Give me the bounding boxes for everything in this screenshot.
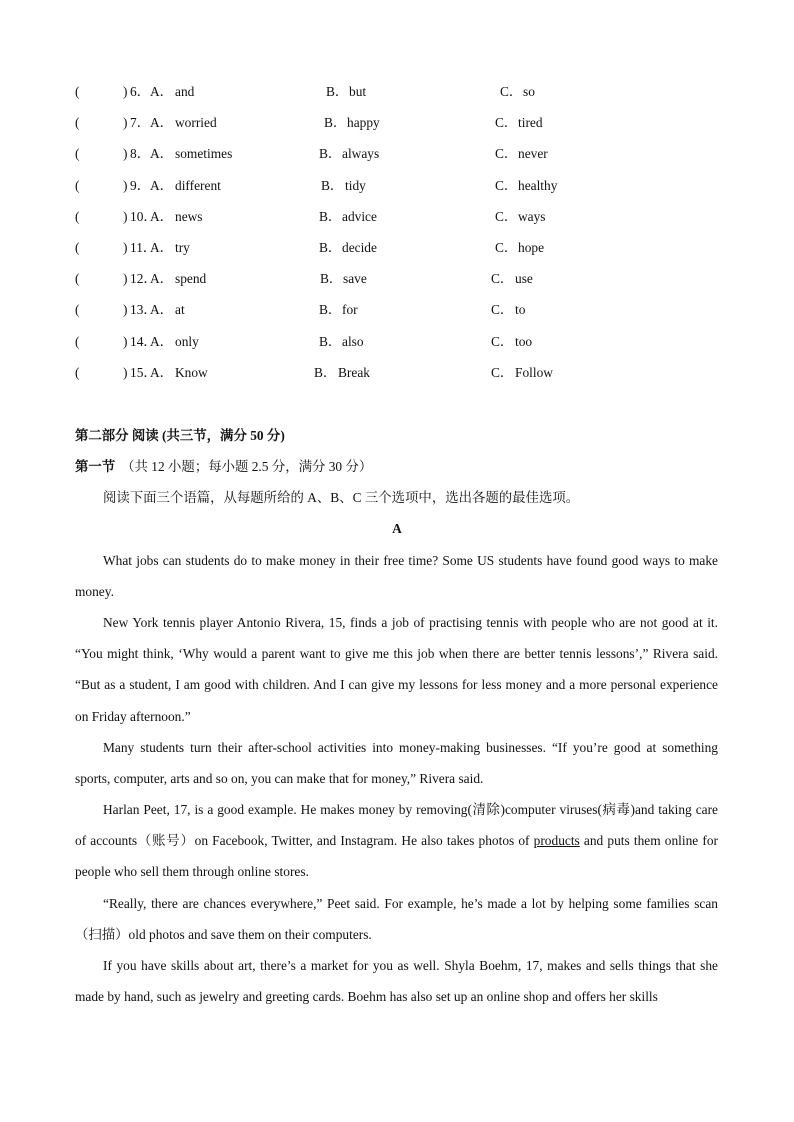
option-a-text: sometimes bbox=[175, 146, 233, 162]
option-a-text: try bbox=[175, 240, 190, 255]
paragraph-4 bbox=[75, 794, 718, 888]
option-c-letter: C． bbox=[491, 364, 514, 380]
option-b-letter: B． bbox=[326, 84, 349, 99]
option-b-letter: B． bbox=[321, 177, 344, 193]
option-b-letter: B． bbox=[320, 271, 343, 287]
answer-blank-open: ( bbox=[75, 115, 80, 131]
option-c-letter: C． bbox=[495, 240, 518, 255]
question-number: 6． bbox=[130, 84, 151, 99]
option-c-letter: C． bbox=[495, 115, 518, 131]
option-b-text: but bbox=[349, 84, 367, 99]
option-c-text: tired bbox=[518, 115, 543, 131]
option-a-letter: A． bbox=[150, 364, 174, 380]
question-row bbox=[0, 83, 794, 101]
option-a-letter: A． bbox=[150, 84, 174, 99]
option-a-text: only bbox=[175, 333, 199, 349]
answer-blank-close: ) bbox=[123, 271, 128, 287]
answer-blank-close: ) bbox=[123, 146, 128, 162]
answer-blank-open: ( bbox=[75, 208, 80, 224]
option-b-text: always bbox=[342, 146, 380, 162]
option-c-text: never bbox=[518, 146, 548, 162]
answer-blank-close: ) bbox=[123, 364, 128, 380]
answer-blank-close: ) bbox=[123, 84, 128, 99]
question-row bbox=[0, 333, 794, 351]
option-a-letter: A． bbox=[150, 146, 174, 162]
option-c-text: use bbox=[515, 271, 533, 287]
option-c-text: to bbox=[515, 302, 526, 318]
option-b-letter: B． bbox=[319, 302, 342, 318]
option-c-text: ways bbox=[518, 208, 546, 224]
option-b-text: also bbox=[342, 333, 364, 349]
option-c-text: healthy bbox=[518, 177, 558, 193]
answer-blank-close: ) bbox=[123, 333, 128, 349]
option-c-text: so bbox=[523, 84, 535, 99]
question-number: 10． bbox=[130, 208, 157, 224]
option-a-letter: A． bbox=[150, 240, 174, 255]
option-b-text: happy bbox=[347, 115, 380, 131]
question-row bbox=[0, 364, 794, 382]
option-b-text: for bbox=[342, 302, 358, 318]
option-a-text: Know bbox=[175, 364, 208, 380]
paragraph-2: New York tennis player Antonio Rivera, 15, finds a job of practising tennis with people who are not good at it. “You might think, ‘Why would a parent want to give me this job when there are better tennis lessons’,” Rivera said. “But as a student, I am good with children. And I can give my lessons for less money and a more personal experience on Friday afternoon.” bbox=[75, 615, 718, 724]
option-a-letter: A． bbox=[150, 302, 174, 318]
option-a-letter: A． bbox=[150, 271, 174, 287]
option-a-letter: A． bbox=[150, 115, 174, 131]
question-number: 15． bbox=[130, 364, 157, 380]
option-b-text: save bbox=[343, 271, 367, 287]
option-b-letter: B． bbox=[319, 333, 342, 349]
section-title: 第一节 bbox=[75, 459, 116, 474]
part-title: 第二部分 阅读 (共三节，满分 50 分) bbox=[75, 428, 285, 443]
answer-blank-open: ( bbox=[75, 302, 80, 318]
option-a-letter: A． bbox=[150, 333, 174, 349]
option-c-letter: C． bbox=[495, 208, 518, 224]
question-number: 8． bbox=[130, 146, 151, 162]
option-a-text: at bbox=[175, 302, 185, 318]
option-a-text: news bbox=[175, 208, 203, 224]
option-b-letter: B． bbox=[324, 115, 347, 131]
underlined-word: products bbox=[533, 833, 580, 849]
answer-blank-open: ( bbox=[75, 333, 80, 349]
option-b-text: advice bbox=[342, 208, 377, 224]
question-row bbox=[0, 114, 794, 132]
option-c-letter: C． bbox=[500, 84, 523, 99]
option-c-letter: C． bbox=[495, 146, 518, 162]
option-c-text: hope bbox=[518, 240, 545, 255]
paragraph-5: “Really, there are chances everywhere,” Peet said. For example, he’s made a lot by helping some families scan（扫描）old photos and save them on their computers. bbox=[75, 896, 718, 943]
paragraph-1: What jobs can students do to make money in their free time? Some US students have found good ways to make money. bbox=[75, 553, 718, 600]
passage-label: A bbox=[392, 521, 402, 536]
question-row bbox=[0, 177, 794, 195]
option-b-letter: B． bbox=[314, 364, 337, 380]
option-b-text: tidy bbox=[345, 177, 366, 193]
option-c-letter: C． bbox=[491, 271, 514, 287]
option-c-letter: C． bbox=[491, 302, 514, 318]
answer-blank-open: ( bbox=[75, 271, 80, 287]
option-a-text: spend bbox=[175, 271, 207, 287]
option-b-letter: B． bbox=[319, 146, 342, 162]
answer-blank-open: ( bbox=[75, 146, 80, 162]
paragraph-4-part-1: Harlan Peet, 17, is a good example. He makes money by removing(清除)computer viruses(病毒)and taking care of accounts（账号）on Facebook, Twitter, and Instagram. He also takes photos of bbox=[75, 802, 718, 849]
option-b-letter: B． bbox=[319, 208, 342, 224]
answer-blank-open: ( bbox=[75, 177, 80, 193]
question-number: 7． bbox=[130, 115, 151, 131]
answer-blank-open: ( bbox=[75, 364, 80, 380]
option-b-text: decide bbox=[342, 240, 377, 255]
question-number: 12． bbox=[130, 271, 157, 287]
option-c-letter: C． bbox=[491, 333, 514, 349]
option-a-text: different bbox=[175, 177, 221, 193]
answer-blank-open: ( bbox=[75, 84, 80, 99]
paragraph-6: If you have skills about art, there’s a market for you as well. Shyla Boehm, 17, makes and sells things that she made by hand, such as jewelry and greeting cards. Boehm has also set up an online shop and offers her skills bbox=[75, 958, 718, 1005]
question-row bbox=[0, 301, 794, 319]
answer-blank-close: ) bbox=[123, 240, 128, 255]
question-row bbox=[0, 270, 794, 288]
question-number: 14． bbox=[130, 333, 157, 349]
option-a-letter: A． bbox=[150, 177, 174, 193]
option-b-text: Break bbox=[338, 364, 370, 380]
answer-blank-close: ) bbox=[123, 115, 128, 131]
paragraph-4-part-2: and puts them online for people who sell them through online stores. bbox=[75, 833, 718, 880]
question-number: 9． bbox=[130, 177, 151, 193]
answer-blank-close: ) bbox=[123, 208, 128, 224]
option-a-text: and bbox=[175, 84, 195, 99]
section-heading bbox=[75, 458, 372, 476]
answer-blank-open: ( bbox=[75, 240, 80, 255]
option-c-text: too bbox=[515, 333, 533, 349]
option-a-text: worried bbox=[175, 115, 217, 131]
paragraph-3: Many students turn their after-school activities into money-making businesses. “If you’re good at something sports, computer, arts and so on, you can make that for money,” Rivera said. bbox=[75, 740, 718, 787]
option-a-letter: A． bbox=[150, 208, 174, 224]
question-row bbox=[0, 239, 794, 257]
question-row bbox=[0, 145, 794, 163]
option-c-text: Follow bbox=[515, 364, 553, 380]
answer-blank-close: ) bbox=[123, 177, 128, 193]
answer-blank-close: ) bbox=[123, 302, 128, 318]
question-number: 13． bbox=[130, 302, 157, 318]
option-c-letter: C． bbox=[495, 177, 518, 193]
instruction: 阅读下面三个语篇，从每题所给的 A、B、C 三个选项中，选出各题的最佳选项。 bbox=[103, 490, 580, 505]
section-info: （共 12 小题；每小题 2.5 分，满分 30 分） bbox=[121, 459, 373, 474]
option-b-letter: B． bbox=[319, 240, 342, 255]
question-row bbox=[0, 208, 794, 226]
question-number: 11． bbox=[130, 240, 157, 255]
